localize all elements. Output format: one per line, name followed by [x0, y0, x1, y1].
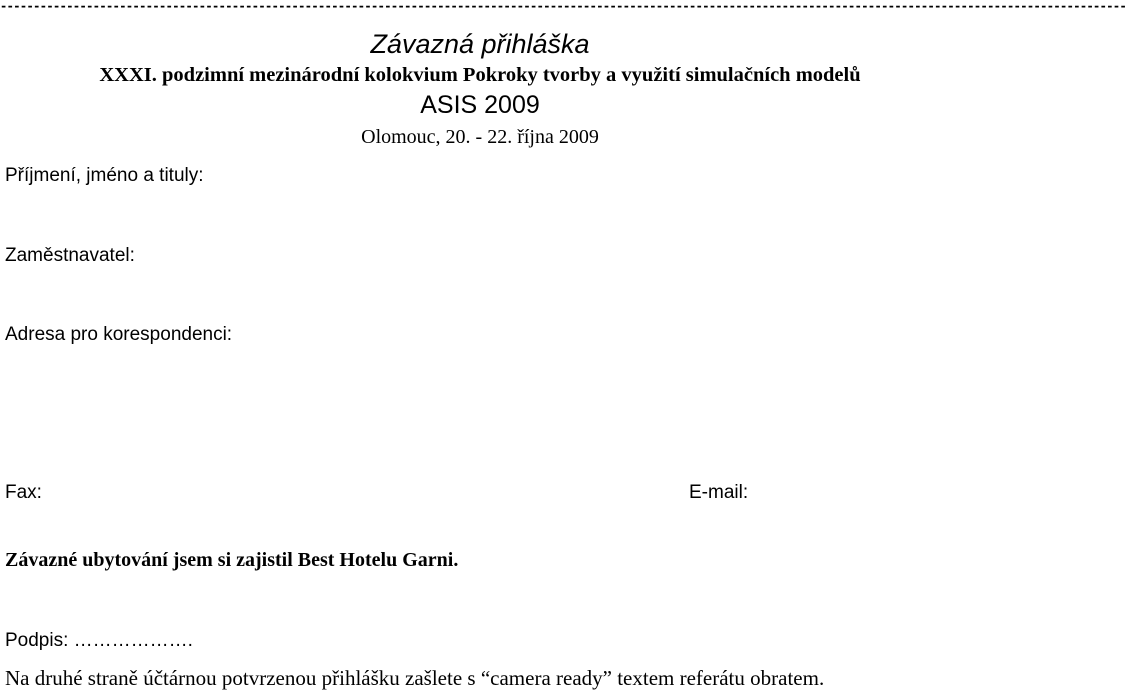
employer-field-label: Zaměstnavatel: — [5, 245, 135, 266]
event-name: ASIS 2009 — [420, 91, 540, 119]
email-field-label: E-mail: — [689, 482, 749, 503]
dashed-separator: -------------------------------------------------------------------------------------------------------------------------------------------------------------------------- — [0, 0, 1126, 13]
signature-field-label: Podpis: ………………. — [5, 630, 193, 651]
event-venue-date: Olomouc, 20. - 22. října 2009 — [361, 126, 599, 148]
name-field-label: Příjmení, jméno a tituly: — [5, 165, 204, 186]
page-title: Závazná přihláška — [370, 29, 590, 59]
colloquium-subtitle: XXXI. podzimní mezinárodní kolokvium Pokroky tvorby a využití simulačních modelů — [99, 64, 861, 86]
fax-field-label: Fax: — [5, 482, 42, 503]
footer-instruction: Na druhé straně účtárnou potvrzenou přihlášku zašlete s “camera ready” textem referátu obratem. — [5, 666, 825, 690]
accommodation-note: Závazné ubytování jsem si zajistil Best Hotelu Garni. — [5, 549, 459, 571]
address-field-label: Adresa pro korespondenci: — [5, 324, 233, 345]
